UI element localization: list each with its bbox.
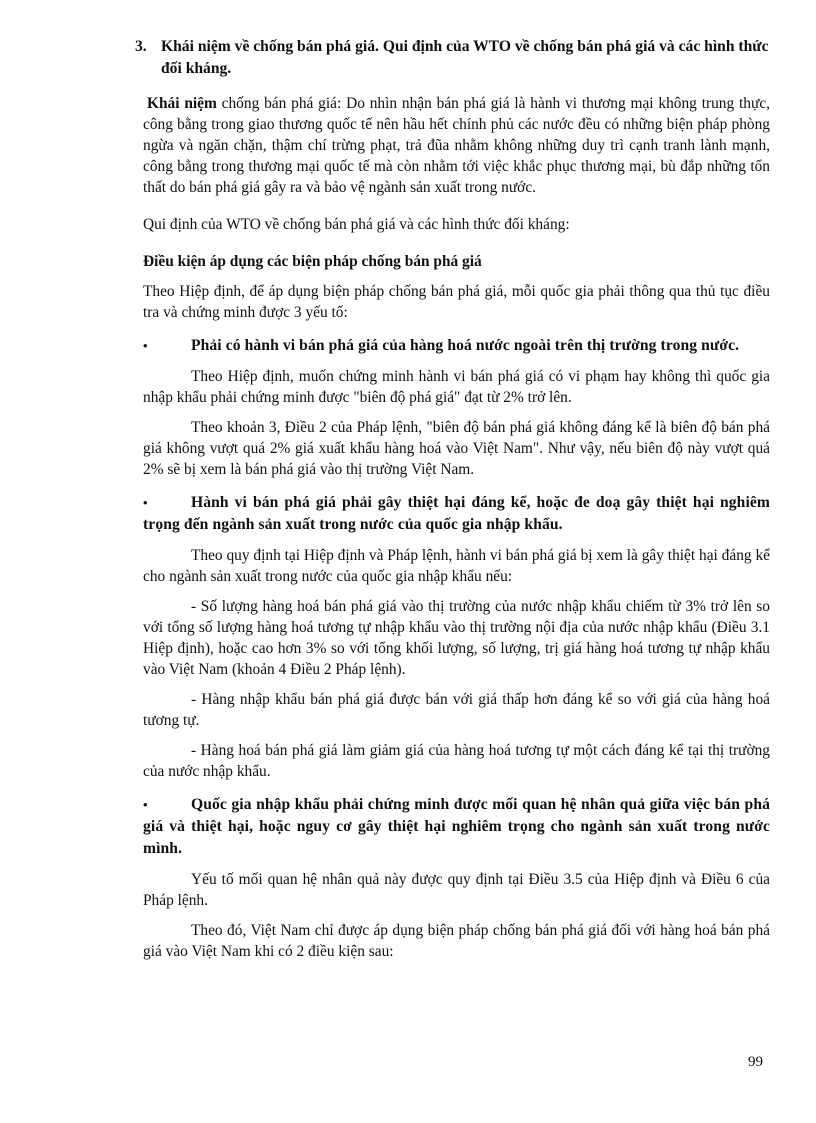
conditions-intro: Theo Hiệp định, để áp dụng biện pháp chống bán phá giá, mỗi quốc gia phải thông qua thủ tục điều tra và chứng minh được 3 yếu tố: [143, 283, 770, 321]
bullet-2-item-3: - Hàng hoá bán phá giá làm giảm giá của hàng hoá tương tự một cách đáng kể tại thị trường của nước nhập khẩu. [143, 742, 770, 780]
bullet-icon: • [143, 338, 148, 353]
bullet-2-title: Hành vi bán phá giá phải gây thiệt hại đáng kể, hoặc đe doạ gây thiệt hại nghiêm trọng đến ngành sản xuất trong nước của quốc gia nhập khẩu. [143, 494, 770, 533]
bullet-icon: • [143, 797, 148, 812]
section-heading [135, 36, 770, 79]
page-number: 99 [748, 1054, 763, 1070]
wto-intro: Qui định của WTO về chống bán phá giá và các hình thức đối kháng: [143, 216, 570, 233]
bullet-item-2 [143, 492, 770, 536]
bullet-1-title: Phải có hành vi bán phá giá của hàng hoá nước ngoài trên thị trường trong nước. [191, 337, 740, 354]
bullet-3-title: Quốc gia nhập khẩu phải chứng minh được mối quan hệ nhân quả giữa việc bán phá giá và thiệt hại, hoặc nguy cơ gây thiệt hại nghiêm trọng cho ngành sản xuất trong nước mình. [143, 796, 770, 857]
bullet-2-item-1: - Số lượng hàng hoá bán phá giá vào thị trường của nước nhập khẩu chiếm từ 3% trở lên so với tổng số lượng hàng hoá tương tự nhập khẩu vào thị trường nội địa của nước nhập khẩu (Điều 3.1 Hiệp định), hoặc cao hơn 3% so với tổng khối lượng, số lượng, trị giá hàng hoá tương tự nhập khẩu vào Việt Nam (khoản 4 Điều 2 Pháp lệnh). [143, 598, 770, 678]
concept-text: chống bán phá giá: Do nhìn nhận bán phá giá là hành vi thương mại không trung thực, công bằng trong giao thương quốc tế nên hầu hết chính phủ các nước đều có những biện pháp phòng ngừa và ngăn chặn, thậm chí trừng phạt, trả đũa nhằm không những duy trì cạnh tranh lành mạnh, công bằng trong thương mại quốc tế mà còn nhằm tới việc khắc phục thương mại, bù đắp những tổn thất do bán phá giá gây ra và bảo vệ ngành sản xuất trong nước. [143, 95, 770, 196]
bullet-3-paragraph-2: Theo đó, Việt Nam chỉ được áp dụng biện pháp chống bán phá giá đối với hàng hoá bán phá giá vào Việt Nam khi có 2 điều kiện sau: [143, 922, 770, 960]
bullet-icon: • [143, 495, 148, 510]
bullet-1-paragraph-2: Theo khoản 3, Điều 2 của Pháp lệnh, "biên độ bán phá giá không đáng kể là biên độ bán phá giá không vượt quá 2% giá xuất khẩu hàng hoá vào Việt Nam". Như vậy, nếu biên độ này vượt quá 2% sẽ bị xem là bán phá giá vào thị trường Việt Nam. [143, 419, 770, 478]
concept-paragraph [143, 93, 770, 198]
section-number: 3. [135, 38, 147, 55]
bullet-2-paragraph-1: Theo quy định tại Hiệp định và Pháp lệnh, hành vi bán phá giá bị xem là gây thiệt hại đáng kể cho ngành sản xuất trong nước của quốc gia nhập khẩu nếu: [143, 547, 770, 585]
bullet-2-item-2: - Hàng nhập khẩu bán phá giá được bán với giá thấp hơn đáng kể so với giá của hàng hoá tương tự. [143, 691, 770, 729]
concept-lead: Khái niệm [147, 95, 217, 112]
bullet-item-3 [143, 794, 770, 860]
conditions-heading: Điều kiện áp dụng các biện pháp chống bán phá giá [143, 253, 482, 270]
section-title: Khái niệm về chống bán phá giá. Qui định của WTO về chống bán phá giá và các hình thức đối kháng. [161, 38, 769, 77]
bullet-3-paragraph-1: Yếu tố mối quan hệ nhân quả này được quy định tại Điều 3.5 của Hiệp định và Điều 6 của Pháp lệnh. [143, 871, 770, 909]
bullet-1-paragraph-1: Theo Hiệp định, muốn chứng minh hành vi bán phá giá có vi phạm hay không thì quốc gia nhập khẩu phải chứng minh được "biên độ phá giá" đạt từ 2% trở lên. [143, 368, 770, 406]
bullet-item-1 [143, 335, 770, 357]
page-content [135, 36, 770, 962]
